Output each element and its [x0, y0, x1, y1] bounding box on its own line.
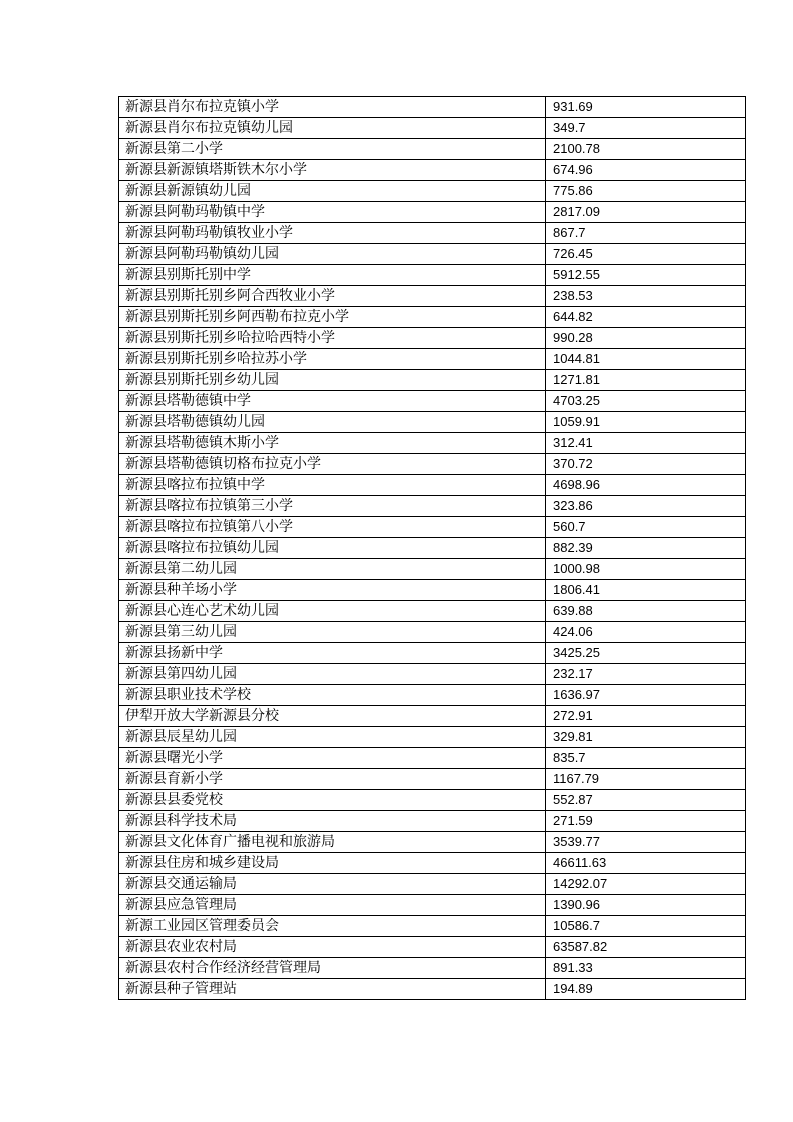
row-name-cell: 新源县别斯托别乡哈拉苏小学: [119, 349, 546, 370]
table-row: [119, 412, 746, 433]
row-name-cell: 新源县肖尔布拉克镇幼儿园: [119, 118, 546, 139]
row-name-cell: 新源县扬新中学: [119, 643, 546, 664]
table-row: [119, 979, 746, 1000]
row-name-cell: 新源县喀拉布拉镇第三小学: [119, 496, 546, 517]
table-row: [119, 895, 746, 916]
row-name-cell: 新源县新源镇塔斯铁木尔小学: [119, 160, 546, 181]
table-row: [119, 349, 746, 370]
row-name-cell: 新源县曙光小学: [119, 748, 546, 769]
row-name-cell: 新源县肖尔布拉克镇小学: [119, 97, 546, 118]
row-value-cell: 1636.97: [546, 685, 746, 706]
row-value-cell: 644.82: [546, 307, 746, 328]
table-row: [119, 559, 746, 580]
row-name-cell: 新源县第三幼儿园: [119, 622, 546, 643]
row-value-cell: 63587.82: [546, 937, 746, 958]
table-row: [119, 244, 746, 265]
row-name-cell: 新源县种子管理站: [119, 979, 546, 1000]
row-name-cell: 新源县阿勒玛勒镇幼儿园: [119, 244, 546, 265]
table-row: [119, 748, 746, 769]
row-name-cell: 新源县种羊场小学: [119, 580, 546, 601]
table-row: [119, 664, 746, 685]
row-value-cell: 312.41: [546, 433, 746, 454]
row-name-cell: 新源县科学技术局: [119, 811, 546, 832]
row-value-cell: 891.33: [546, 958, 746, 979]
row-name-cell: 新源县别斯托别乡阿合西牧业小学: [119, 286, 546, 307]
row-name-cell: 新源县新源镇幼儿园: [119, 181, 546, 202]
row-value-cell: 1167.79: [546, 769, 746, 790]
row-value-cell: 323.86: [546, 496, 746, 517]
row-name-cell: 新源县第四幼儿园: [119, 664, 546, 685]
row-value-cell: 424.06: [546, 622, 746, 643]
row-value-cell: 272.91: [546, 706, 746, 727]
table-row: [119, 286, 746, 307]
row-value-cell: 1059.91: [546, 412, 746, 433]
row-name-cell: 新源工业园区管理委员会: [119, 916, 546, 937]
table-row: [119, 916, 746, 937]
row-value-cell: 14292.07: [546, 874, 746, 895]
table-row: [119, 391, 746, 412]
table-row: [119, 832, 746, 853]
row-name-cell: 新源县辰星幼儿园: [119, 727, 546, 748]
row-value-cell: 232.17: [546, 664, 746, 685]
table-row: [119, 433, 746, 454]
row-value-cell: 775.86: [546, 181, 746, 202]
row-name-cell: 新源县塔勒德镇切格布拉克小学: [119, 454, 546, 475]
row-name-cell: 新源县县委党校: [119, 790, 546, 811]
row-name-cell: 新源县别斯托别乡哈拉哈西特小学: [119, 328, 546, 349]
row-name-cell: 伊犁开放大学新源县分校: [119, 706, 546, 727]
row-value-cell: 1390.96: [546, 895, 746, 916]
table-row: [119, 118, 746, 139]
row-name-cell: 新源县职业技术学校: [119, 685, 546, 706]
row-name-cell: 新源县文化体育广播电视和旅游局: [119, 832, 546, 853]
row-name-cell: 新源县住房和城乡建设局: [119, 853, 546, 874]
table-row: [119, 202, 746, 223]
data-table: [118, 96, 746, 1000]
row-value-cell: 4703.25: [546, 391, 746, 412]
row-value-cell: 674.96: [546, 160, 746, 181]
row-name-cell: 新源县第二小学: [119, 139, 546, 160]
table-row: [119, 958, 746, 979]
row-value-cell: 1271.81: [546, 370, 746, 391]
table-row: [119, 517, 746, 538]
row-name-cell: 新源县塔勒德镇幼儿园: [119, 412, 546, 433]
row-name-cell: 新源县农业农村局: [119, 937, 546, 958]
row-value-cell: 931.69: [546, 97, 746, 118]
row-value-cell: 1044.81: [546, 349, 746, 370]
row-value-cell: 560.7: [546, 517, 746, 538]
row-value-cell: 639.88: [546, 601, 746, 622]
table-row: [119, 97, 746, 118]
table-row: [119, 874, 746, 895]
table-row: [119, 706, 746, 727]
table-row: [119, 937, 746, 958]
row-value-cell: 271.59: [546, 811, 746, 832]
table-row: [119, 790, 746, 811]
row-name-cell: 新源县心连心艺术幼儿园: [119, 601, 546, 622]
table-row: [119, 307, 746, 328]
row-value-cell: 4698.96: [546, 475, 746, 496]
row-name-cell: 新源县喀拉布拉镇第八小学: [119, 517, 546, 538]
table-row: [119, 580, 746, 601]
row-name-cell: 新源县育新小学: [119, 769, 546, 790]
table-row: [119, 139, 746, 160]
table-row: [119, 328, 746, 349]
row-name-cell: 新源县别斯托别中学: [119, 265, 546, 286]
table-row: [119, 538, 746, 559]
row-value-cell: 3425.25: [546, 643, 746, 664]
row-value-cell: 370.72: [546, 454, 746, 475]
row-value-cell: 2817.09: [546, 202, 746, 223]
row-value-cell: 10586.7: [546, 916, 746, 937]
row-value-cell: 3539.77: [546, 832, 746, 853]
row-value-cell: 882.39: [546, 538, 746, 559]
row-name-cell: 新源县别斯托别乡阿西勒布拉克小学: [119, 307, 546, 328]
row-name-cell: 新源县农村合作经济经营管理局: [119, 958, 546, 979]
table-row: [119, 685, 746, 706]
table-row: [119, 622, 746, 643]
table-row: [119, 475, 746, 496]
table-row: [119, 181, 746, 202]
row-name-cell: 新源县第二幼儿园: [119, 559, 546, 580]
table-body: [119, 97, 746, 1000]
row-value-cell: 46611.63: [546, 853, 746, 874]
table-row: [119, 496, 746, 517]
row-value-cell: 329.81: [546, 727, 746, 748]
table-row: [119, 643, 746, 664]
table-row: [119, 160, 746, 181]
row-name-cell: 新源县喀拉布拉镇幼儿园: [119, 538, 546, 559]
table-row: [119, 265, 746, 286]
row-name-cell: 新源县阿勒玛勒镇中学: [119, 202, 546, 223]
row-name-cell: 新源县应急管理局: [119, 895, 546, 916]
row-name-cell: 新源县交通运输局: [119, 874, 546, 895]
table-row: [119, 769, 746, 790]
row-name-cell: 新源县阿勒玛勒镇牧业小学: [119, 223, 546, 244]
table-row: [119, 370, 746, 391]
row-value-cell: 1806.41: [546, 580, 746, 601]
row-value-cell: 349.7: [546, 118, 746, 139]
row-value-cell: 990.28: [546, 328, 746, 349]
row-value-cell: 835.7: [546, 748, 746, 769]
row-name-cell: 新源县别斯托别乡幼儿园: [119, 370, 546, 391]
row-value-cell: 238.53: [546, 286, 746, 307]
row-value-cell: 5912.55: [546, 265, 746, 286]
table-row: [119, 454, 746, 475]
row-value-cell: 194.89: [546, 979, 746, 1000]
row-name-cell: 新源县塔勒德镇木斯小学: [119, 433, 546, 454]
table-row: [119, 223, 746, 244]
row-name-cell: 新源县塔勒德镇中学: [119, 391, 546, 412]
table-row: [119, 853, 746, 874]
table-row: [119, 811, 746, 832]
row-name-cell: 新源县喀拉布拉镇中学: [119, 475, 546, 496]
row-value-cell: 2100.78: [546, 139, 746, 160]
row-value-cell: 867.7: [546, 223, 746, 244]
row-value-cell: 552.87: [546, 790, 746, 811]
table-row: [119, 601, 746, 622]
row-value-cell: 1000.98: [546, 559, 746, 580]
row-value-cell: 726.45: [546, 244, 746, 265]
table-row: [119, 727, 746, 748]
